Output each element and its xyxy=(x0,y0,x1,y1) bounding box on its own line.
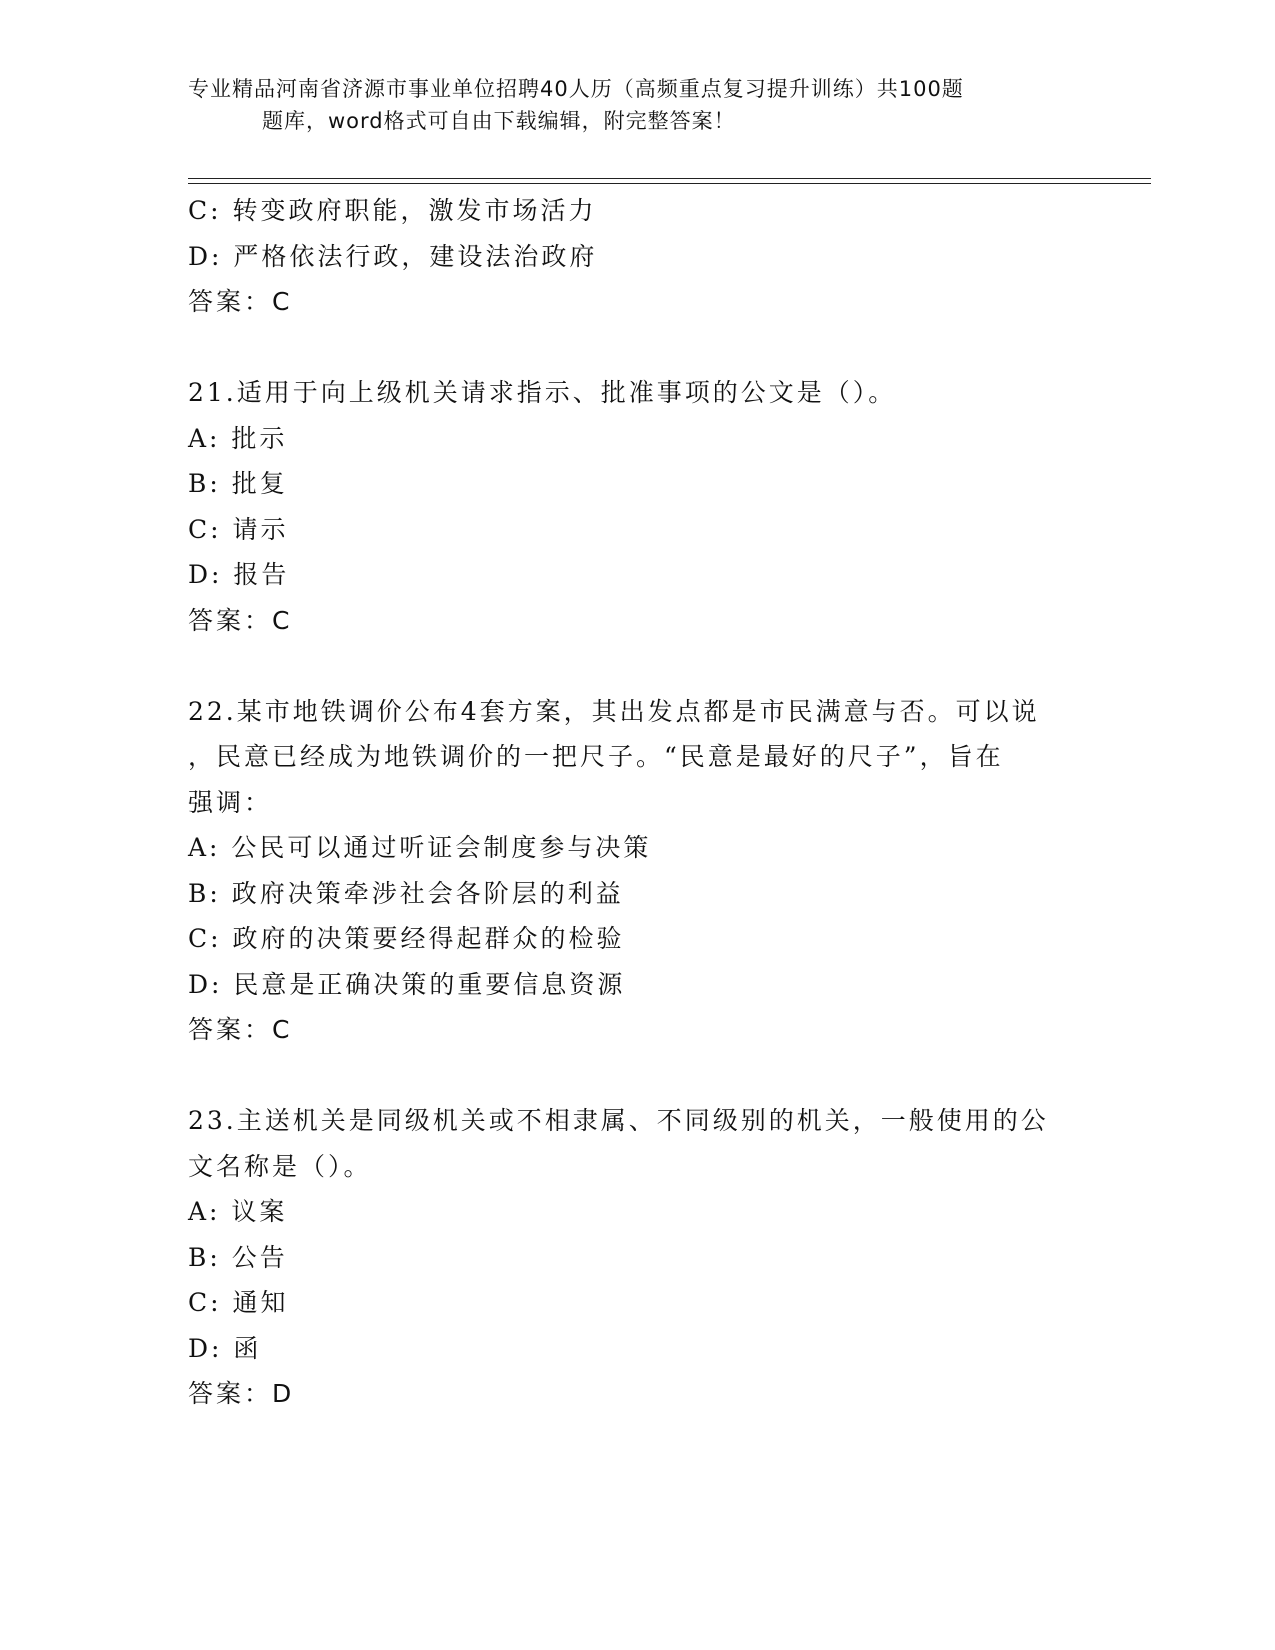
question-22 xyxy=(188,689,1068,1053)
answer: 答案：C xyxy=(188,287,293,316)
option-d: D: 报告 xyxy=(188,560,290,589)
question-content xyxy=(188,188,1068,1417)
question-stem: 21.适用于向上级机关请求指示、批准事项的公文是（）。 xyxy=(188,378,897,407)
option-d: D: 民意是正确决策的重要信息资源 xyxy=(188,969,626,999)
header-divider xyxy=(188,178,1151,179)
option-d: D: 函 xyxy=(188,1333,262,1363)
option-c: C: 转变政府职能，激发市场活力 xyxy=(188,196,597,225)
header-line-2: 题库，word格式可自由下载编辑，附完整答案！ xyxy=(262,109,736,133)
document-header xyxy=(188,73,1068,137)
option-b: B: 政府决策牵涉社会各阶层的利益 xyxy=(188,878,624,908)
header-divider-second xyxy=(188,183,1151,184)
question-21 xyxy=(188,370,1068,643)
question-stem-continued: 文名称是（）。 xyxy=(188,1151,372,1181)
option-c: C: 请示 xyxy=(188,514,289,544)
answer: 答案：D xyxy=(188,1379,295,1408)
question-stem: 23.主送机关是同级机关或不相隶属、不同级别的机关，一般使用的公 xyxy=(188,1106,1049,1135)
option-d: D: 严格依法行政，建设法治政府 xyxy=(188,241,598,271)
question-stem-continued: ，民意已经成为地铁调价的一把尺子。“民意是最好的尺子”，旨在 xyxy=(188,742,1004,771)
header-line-1: 专业精品河南省济源市事业单位招聘40人历（高频重点复习提升训练）共100题 xyxy=(188,77,964,101)
option-b: B: 批复 xyxy=(188,469,288,498)
question-stem-continued: 强调： xyxy=(188,787,273,817)
option-c: C: 政府的决策要经得起群众的检验 xyxy=(188,924,625,953)
option-c: C: 通知 xyxy=(188,1288,289,1317)
option-b: B: 公告 xyxy=(188,1242,288,1272)
option-a: A: 公民可以通过听证会制度参与决策 xyxy=(188,833,652,862)
question-23 xyxy=(188,1098,1068,1417)
option-a: A: 批示 xyxy=(188,423,288,453)
question-stem: 22.某市地铁调价公布4套方案，其出发点都是市民满意与否。可以说 xyxy=(188,696,1040,726)
previous-question-tail xyxy=(188,188,1068,325)
answer: 答案：C xyxy=(188,605,293,635)
answer: 答案：C xyxy=(188,1015,293,1044)
option-a: A: 议案 xyxy=(188,1197,288,1226)
